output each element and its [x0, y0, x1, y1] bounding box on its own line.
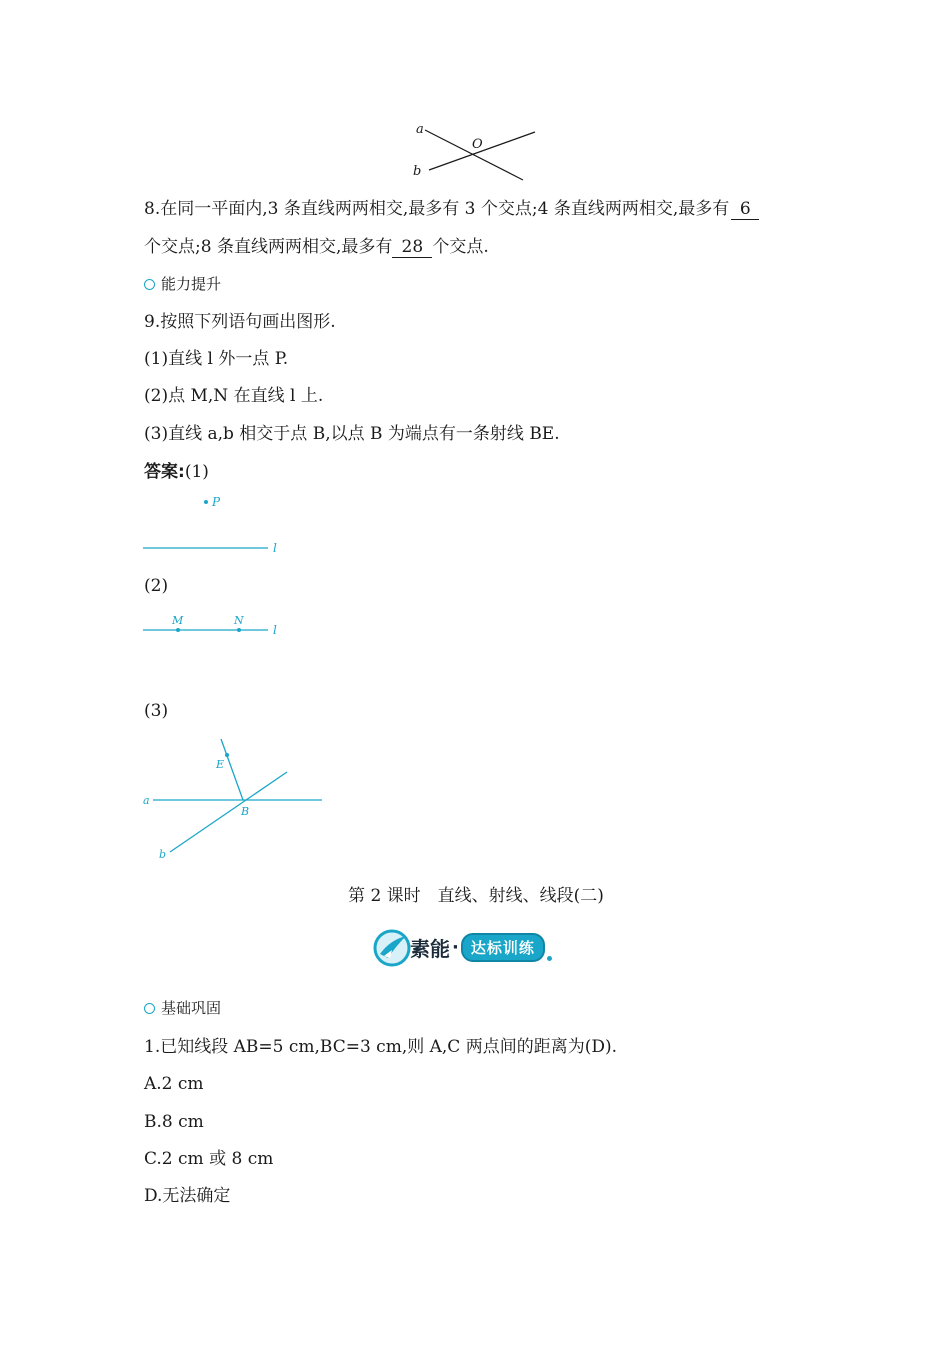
fig1-line-label: l — [273, 541, 277, 555]
section-basic-label: 基础巩固 — [161, 999, 222, 1017]
label-b: b — [413, 164, 422, 179]
question-1-option-a: A.2 cm — [144, 1074, 204, 1094]
banner-end-dot-icon — [547, 956, 552, 961]
label-a: a — [416, 122, 424, 137]
section-ability-heading — [144, 274, 221, 294]
banner-main: 素能 — [410, 936, 450, 961]
banner-dot: · — [452, 936, 459, 958]
banner-sub: 达标训练 — [461, 933, 545, 962]
q8-part2: 个交点;8 条直线两两相交,最多有 — [144, 237, 393, 257]
question-1-option-b: B.8 cm — [144, 1112, 204, 1132]
lesson-title: 第 2 课时 直线、射线、线段(二) — [348, 886, 604, 906]
answer-part-2: (2) — [144, 576, 169, 596]
question-9-item-3: (3)直线 a,b 相交于点 B,以点 B 为端点有一条射线 BE. — [144, 424, 560, 444]
question-8-line-2 — [144, 236, 489, 258]
q8-part1: 8.在同一平面内,3 条直线两两相交,最多有 3 个交点;4 条直线两两相交,最多有 — [144, 199, 730, 219]
q8-part3: 个交点. — [432, 237, 489, 257]
label-o: O — [472, 137, 483, 152]
question-1-option-c: C.2 cm 或 8 cm — [144, 1149, 274, 1169]
answer-label: 答案: — [144, 462, 185, 482]
section-circle-icon — [144, 279, 155, 290]
answer-figure-3 — [140, 735, 330, 865]
question-8-line-1 — [144, 198, 759, 220]
question-9-title: 9.按照下列语句画出图形. — [144, 312, 336, 332]
intersecting-lines-figure — [405, 118, 545, 186]
fig3-a-label: a — [143, 794, 150, 807]
section-basic-heading — [144, 998, 221, 1018]
question-1-stem: 1.已知线段 AB=5 cm,BC=3 cm,则 A,C 两点间的距离为(D). — [144, 1037, 618, 1057]
section-ability-label: 能力提升 — [161, 275, 222, 293]
fig2-m-label: M — [172, 614, 184, 627]
question-9-item-2: (2)点 M,N 在直线 l 上. — [144, 386, 324, 406]
q8-blank-2: 28 — [392, 237, 432, 258]
fig2-line-label: l — [273, 623, 277, 637]
banner — [372, 926, 552, 968]
section-circle-icon — [144, 1003, 155, 1014]
banner-swoosh-icon — [372, 926, 412, 968]
fig2-n-label: N — [234, 614, 244, 627]
fig3-b-label: b — [159, 848, 167, 861]
answer-part-1: (1) — [184, 462, 209, 482]
answer-figure-1 — [140, 490, 290, 560]
q8-blank-1: 6 — [731, 199, 759, 220]
answer-figure-2 — [140, 610, 290, 640]
fig1-point-label: P — [212, 495, 221, 509]
question-9-item-1: (1)直线 l 外一点 P. — [144, 349, 289, 369]
question-1-option-d: D.无法确定 — [144, 1186, 231, 1206]
fig3-e-label: E — [216, 758, 225, 771]
answer-part-3: (3) — [144, 701, 169, 721]
answer-line — [144, 461, 209, 483]
fig3-b-point-label: B — [241, 805, 250, 818]
